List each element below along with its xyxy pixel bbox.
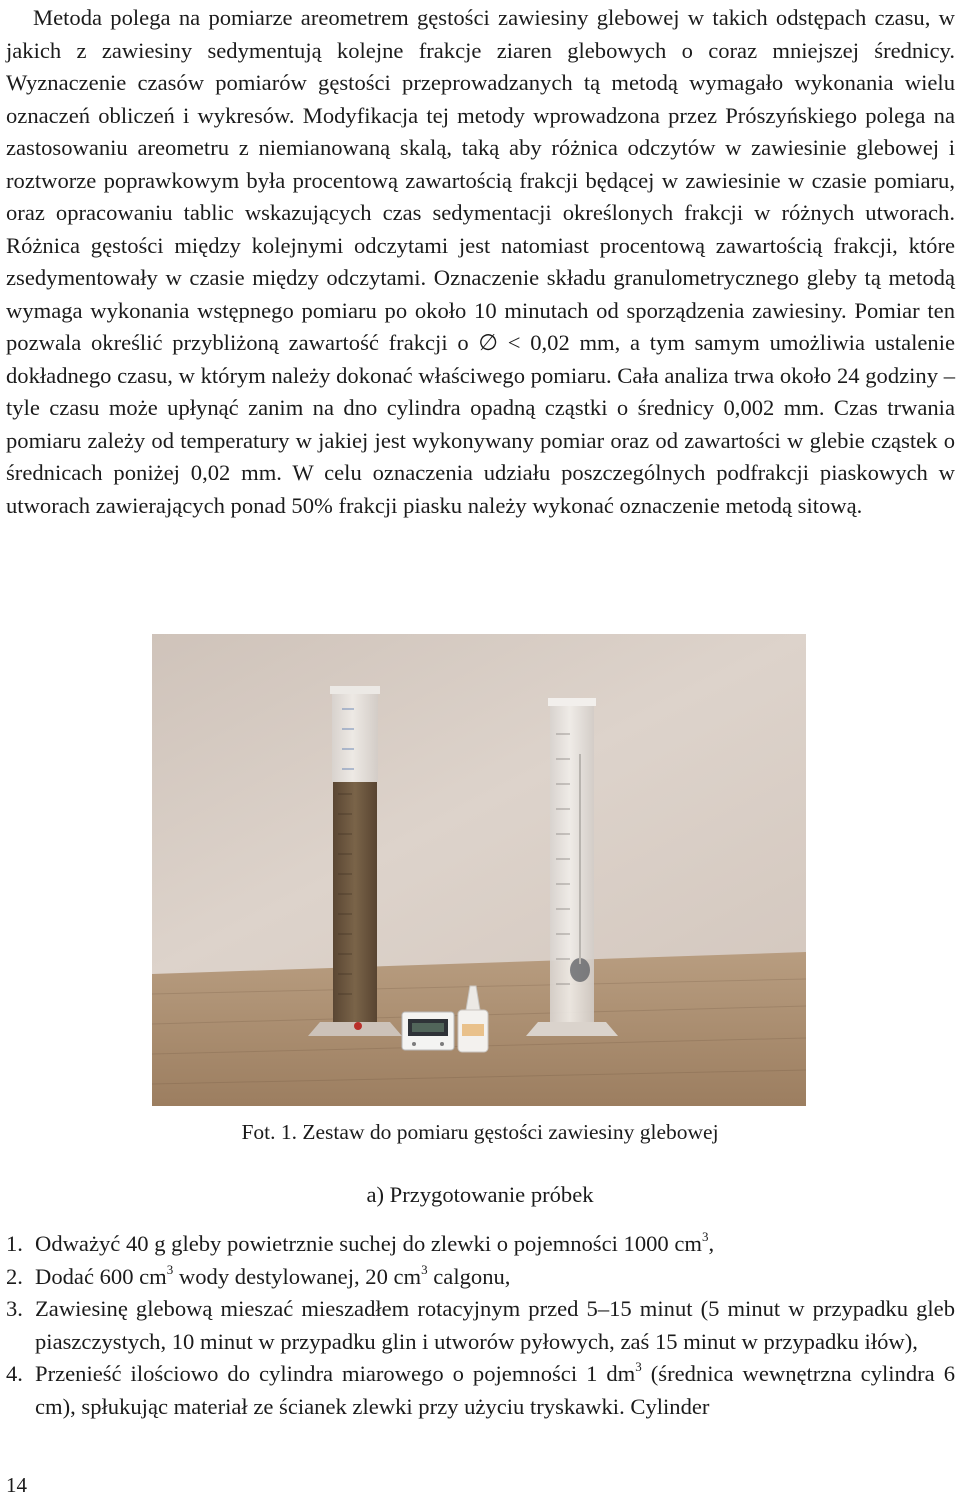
- wall: [152, 634, 806, 974]
- list-item-text: Zawiesinę glebową mieszać mieszadłem rotacyjnym przed 5–15 minut (5 minut w przypadku gleb piaszczystych, 10 minut w przypadku glin i utworów pyłowych, zaś 15 minut w przypadku iłów),: [35, 1296, 955, 1354]
- figure-caption: Fot. 1. Zestaw do pomiaru gęstości zawiesiny glebowej: [241, 1120, 719, 1144]
- section-heading: a) Przygotowanie próbek: [366, 1182, 594, 1207]
- page-number: 14: [6, 1473, 27, 1497]
- list-item-text: Odważyć 40 g gleby powietrznie suchej do zlewki o pojemności 1000 cm: [35, 1231, 702, 1256]
- list-item: [6, 1358, 955, 1423]
- list-item: [6, 1293, 955, 1358]
- list-item-number: 2.: [6, 1263, 23, 1289]
- body-paragraph: [6, 2, 955, 522]
- list-item: [6, 1261, 955, 1294]
- list-item-text: Dodać 600 cm: [35, 1263, 167, 1289]
- superscript: 3: [421, 1261, 428, 1277]
- list-item-number: 1.: [6, 1231, 23, 1256]
- photo-illustration: [152, 634, 806, 1106]
- superscript: 3: [701, 1229, 709, 1245]
- list-item-text-end: ,: [708, 1231, 715, 1256]
- list-item-text-end: (średnica wewnętrzna cylindra 6 cm), spłukując materiał ze ścianek zlewki przy użyciu tryskawki. Cylinder: [35, 1361, 955, 1419]
- timer: [402, 1012, 454, 1050]
- photo-hydrometer-set: [152, 634, 806, 1106]
- list-item: [6, 1228, 955, 1261]
- procedure-list: [6, 1228, 955, 1423]
- list-item-text-middle: wody destylowanej, 20 cm: [173, 1263, 422, 1289]
- superscript: 3: [635, 1359, 642, 1375]
- list-item-number: 4.: [6, 1361, 23, 1386]
- body-paragraph-text: Metoda polega na pomiarze areometrem gęstości zawiesiny glebowej w takich odstępach czasu, w jakich z zawiesiny sedymentują kolejne frakcje ziaren glebowych o coraz mniejszej średnicy. Wyznaczenie czasów pomiarów gęstości przeprowadzanych tą metodą wymagało wykonania wielu oznaczeń obliczeń i wykresów. Modyfikacja tej metody wprowadzona przez Prószyńskiego polega na zastosowaniu areometru z niemianowaną skalą, taką aby różnica odczytów w zawiesinie glebowej i roztworze poprawkowym była procentową zawartością frakcji będącej w zawiesinie w czasie pomiaru, oraz opracowaniu tablic wskazujących czas sedymentacji określonych frakcji w różnych utworach. Różnica gęstości między kolejnymi odczytami jest natomiast procentową zawartością frakcji, które zsedymentowały w czasie między odczytami. Oznaczenie składu granulometrycznego gleby tą metodą wymaga wykonania wstępnego pomiaru po około 10 minutach od sporządzenia zawiesiny. Pomiar ten pozwala określić przybliżoną zawartość frakcji o ∅ < 0,02 mm, a tym samym umożliwia ustalenie dokładnego czasu, w którym należy dokonać właściwego pomiaru. Cała analiza trwa około 24 godziny – tyle czasu może upłynąć zanim na dno cylindra opadną cząstki o średnicy 0,002 mm. Czas trwania pomiaru zależy od temperatury w jakiej jest wykonywany pomiar oraz od zawartości w glebie cząstek o średnicach poniżej 0,02 mm. W celu oznaczenia udziału poszczególnych podfrakcji piaskowych w utworach zawierających ponad 50% frakcji piasku należy wykonać oznaczenie metodą sitową.: [6, 5, 955, 518]
- list-item-text-end: calgonu,: [427, 1263, 511, 1289]
- list-item-number: 3.: [6, 1296, 23, 1321]
- superscript: 3: [166, 1261, 174, 1277]
- list-item-text: Przenieść ilościowo do cylindra miarowego o pojemności 1 dm: [35, 1361, 636, 1386]
